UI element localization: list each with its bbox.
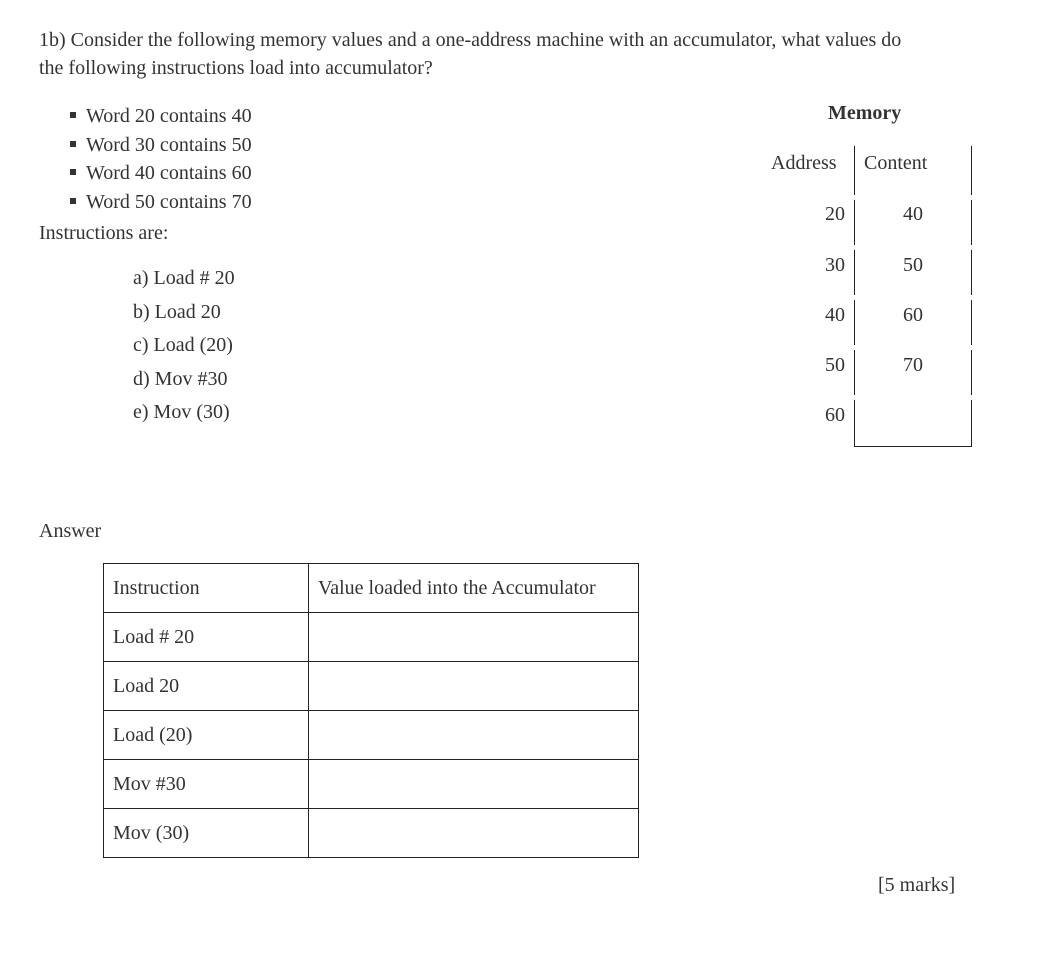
list-item: [70, 131, 252, 160]
question-text: [39, 26, 999, 82]
list-item: [70, 159, 252, 188]
table-row: [104, 613, 639, 662]
question-line-2: the following instructions load into accumulator?: [39, 57, 433, 79]
word-text: Word 50 contains 70: [86, 190, 252, 213]
memory-divider-gap: [854, 195, 855, 200]
memory-content-cell: 60: [903, 304, 923, 326]
instruction-header: Instruction: [104, 564, 309, 613]
table-row: [104, 760, 639, 809]
memory-divider-gap: [971, 195, 972, 200]
memory-divider-gap: [971, 245, 972, 250]
instruction-list: [133, 264, 235, 432]
memory-divider-gap: [971, 395, 972, 400]
memory-address-cell: 60: [825, 404, 845, 426]
instruction-cell: Load # 20: [104, 613, 309, 662]
memory-address-cell: 40: [825, 304, 845, 326]
list-item: [70, 188, 252, 217]
memory-diagram: [760, 100, 980, 450]
table-row: [104, 809, 639, 858]
memory-divider-gap: [854, 295, 855, 300]
memory-address-cell: 20: [825, 203, 845, 225]
table-row: [104, 711, 639, 760]
value-cell[interactable]: [309, 711, 639, 760]
instructions-label: Instructions are:: [39, 222, 169, 244]
memory-bottom-border: [854, 446, 972, 447]
memory-content-cell: 50: [903, 254, 923, 276]
memory-title: Memory: [828, 102, 902, 124]
word-text: Word 30 contains 50: [86, 133, 252, 156]
memory-divider-gap: [854, 345, 855, 350]
square-bullet-icon: [70, 169, 76, 175]
instruction-cell: Mov (30): [104, 809, 309, 858]
marks-label: [5 marks]: [878, 874, 956, 896]
answer-label: Answer: [39, 520, 102, 542]
value-cell[interactable]: [309, 662, 639, 711]
instruction-cell: Load 20: [104, 662, 309, 711]
square-bullet-icon: [70, 198, 76, 204]
instruction-item: c) Load (20): [133, 334, 233, 356]
instruction-cell: Load (20): [104, 711, 309, 760]
instruction-item: d) Mov #30: [133, 367, 228, 390]
memory-divider-gap: [854, 245, 855, 250]
memory-address-header: Address: [771, 152, 837, 174]
square-bullet-icon: [70, 112, 76, 118]
memory-address-cell: 50: [825, 354, 845, 376]
table-row: [104, 662, 639, 711]
memory-divider-gap: [854, 395, 855, 400]
table-header-row: [104, 564, 639, 613]
question-line-1: 1b) Consider the following memory values and a one-address machine with an accumulator, what values do: [39, 29, 902, 51]
list-item: [70, 102, 252, 131]
instruction-cell: Mov #30: [104, 760, 309, 809]
instruction-item: a) Load # 20: [133, 267, 235, 289]
memory-divider-gap: [971, 345, 972, 350]
instruction-item: e) Mov (30): [133, 401, 230, 423]
value-cell[interactable]: [309, 613, 639, 662]
word-text: Word 20 contains 40: [86, 105, 252, 127]
answer-table: [103, 563, 639, 858]
value-cell[interactable]: [309, 809, 639, 858]
value-cell[interactable]: [309, 760, 639, 809]
memory-divider-gap: [971, 295, 972, 300]
square-bullet-icon: [70, 141, 76, 147]
memory-address-cell: 30: [825, 254, 845, 276]
memory-content-cell: 70: [903, 354, 923, 376]
word-text: Word 40 contains 60: [86, 162, 252, 184]
memory-content-cell: 40: [903, 203, 923, 225]
value-header: Value loaded into the Accumulator: [309, 564, 639, 613]
word-list: [70, 102, 252, 216]
instruction-item: b) Load 20: [133, 300, 221, 323]
memory-content-header: Content: [864, 152, 928, 174]
